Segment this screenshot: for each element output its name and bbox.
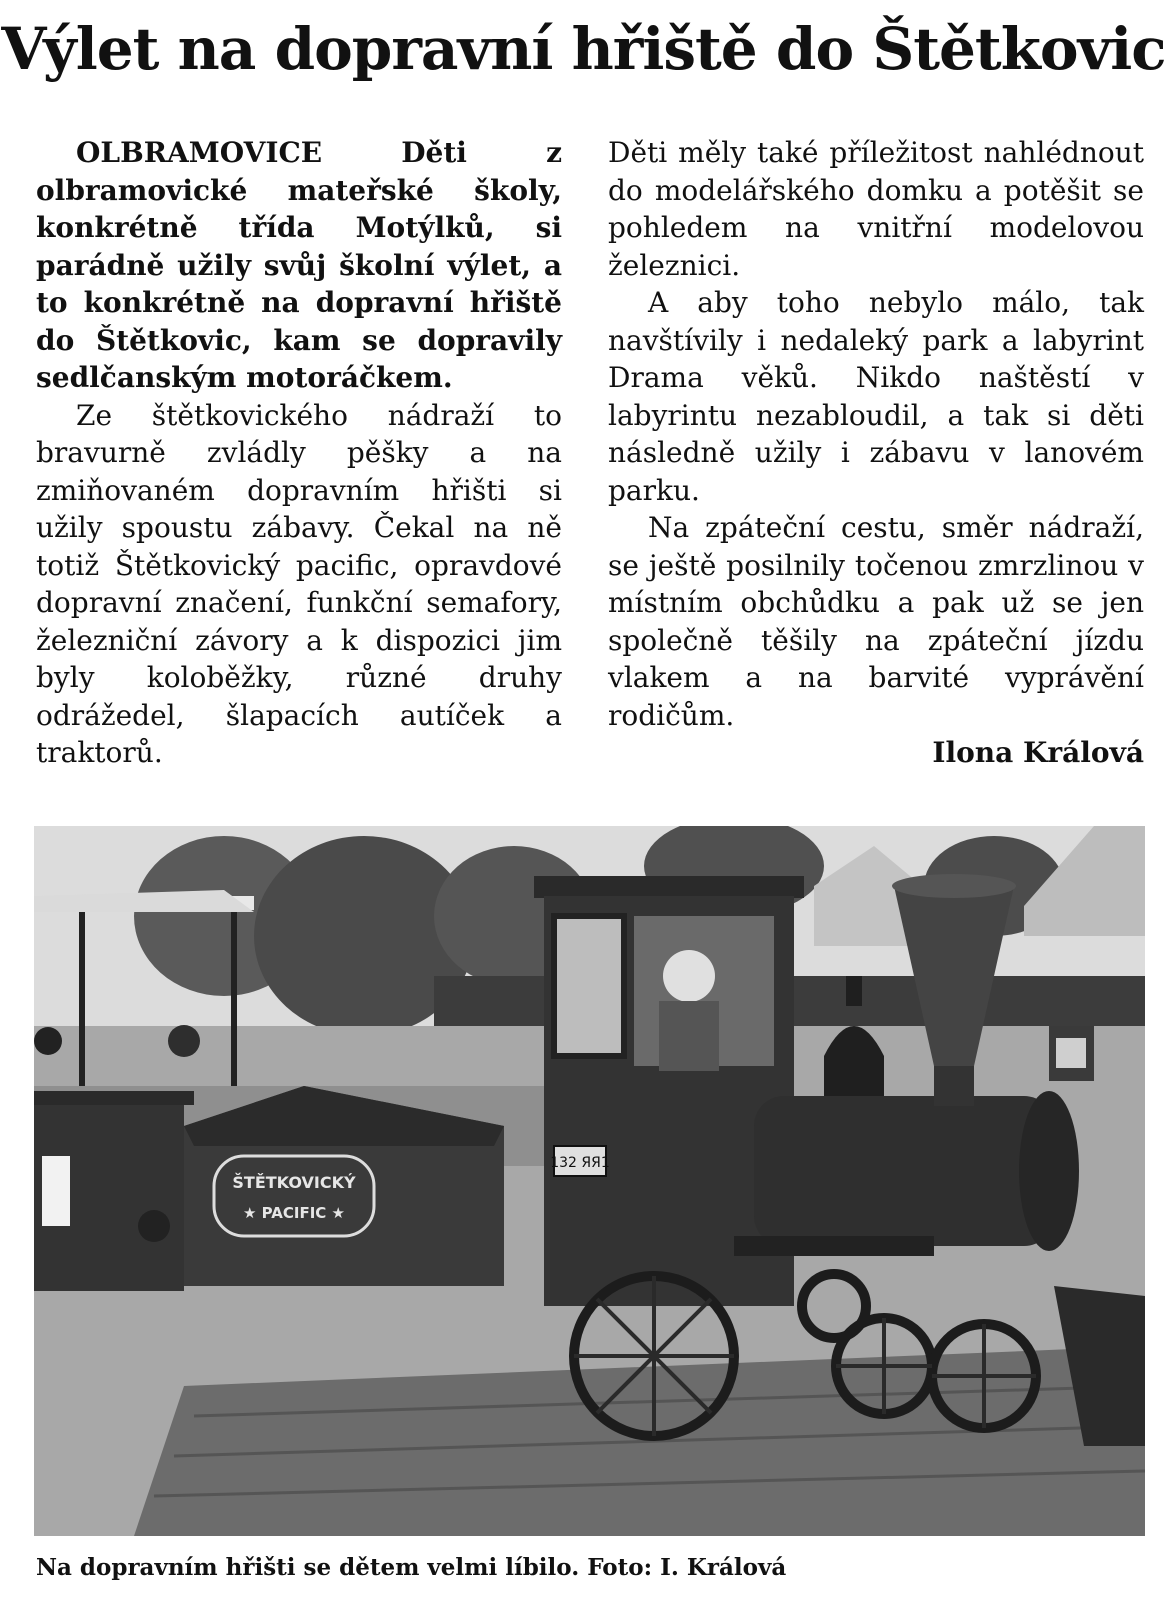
cab-number-plate: 132 ЯЯ1 <box>550 1155 610 1171</box>
right-column <box>608 134 1144 772</box>
article-photo <box>34 826 1145 1536</box>
body-paragraph: Děti měly také příležitost nahlédnout do modelářského domku a potěšit se pohledem na vnitřní modelovou železnici. <box>608 136 1144 282</box>
body-paragraph: Na zpáteční cestu, směr nádraží, se ještě posilnily točenou zmrzlinou v místním obchůdku a pak už se jen společně těšily na zpáteční jízdu vlakem a na barvité vyprávění rodičům. <box>608 511 1144 732</box>
lead-paragraph <box>36 134 562 397</box>
article-headline: Výlet na dopravní hřiště do Štětkovic <box>1 15 1166 83</box>
author-byline: Ilona Králová <box>932 736 1144 769</box>
body-paragraph: A aby toho nebylo málo, tak navštívily i nedaleký park a labyrint Drama věků. Nikdo naštěstí v labyrintu nezabloudil, a tak si děti následně užily i zábavu v lanovém parku. <box>608 286 1144 507</box>
tender-sign-line1: ŠTĚTKOVICKÝ <box>232 1173 356 1192</box>
train-photo-illustration <box>34 826 1145 1536</box>
left-column <box>36 134 562 772</box>
dateline: OLBRAMOVICE <box>76 136 323 169</box>
lead-text: Děti z olbramovické mateřské školy, konkrétně třída Motýlků, si parádně užily svůj školní výlet, a to konkrétně na dopravní hřiště do Štětkovic, kam se dopravily sedlčanským motoráčkem. <box>36 136 562 394</box>
photo-caption: Na dopravním hřišti se dětem velmi líbilo. Foto: I. Králová <box>36 1554 787 1581</box>
tender-sign-line2: ★ PACIFIC ★ <box>243 1204 345 1222</box>
body-paragraph: Ze štětkovického nádraží to bravurně zvládly pěšky a na zmiňovaném dopravním hřišti si užily spoustu zábavy. Čekal na ně totiž Štětkovický pacific, opravdové dopravní značení, funkční semafory, železniční závory a k dispozici jim byly koloběžky, různé druhy odrážedel, šlapacích autíček a traktorů. <box>36 398 562 769</box>
